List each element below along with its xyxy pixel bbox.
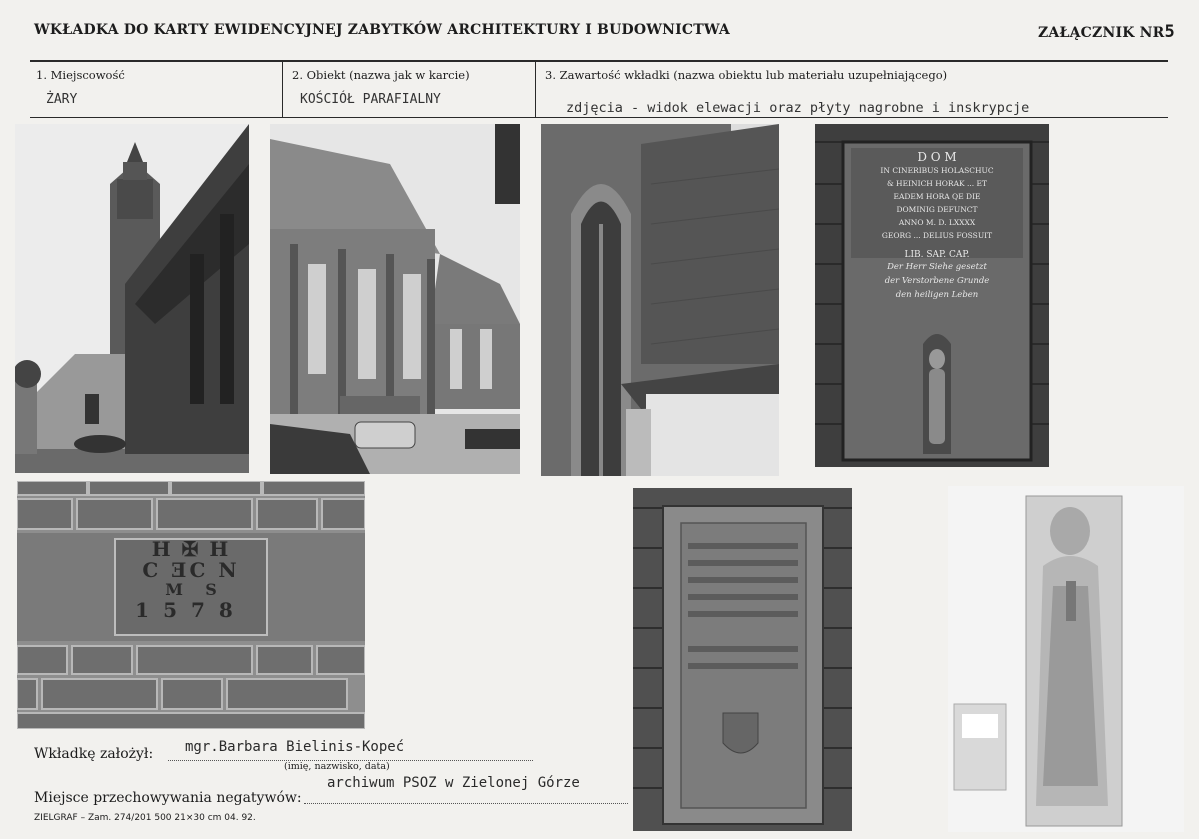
tomb-slab-top: D O M bbox=[917, 150, 957, 164]
field-divider-1 bbox=[282, 61, 283, 117]
tomb-slab-script: den heiligen Leben bbox=[895, 290, 979, 300]
plaque-letter-right: H bbox=[209, 537, 231, 561]
tomb-slab-line: DOMINIG DEFUNCT bbox=[896, 205, 978, 214]
photo-plaque-1578 bbox=[17, 481, 365, 729]
photo-tomb-slab bbox=[815, 124, 1049, 467]
photo-stone-slab bbox=[633, 488, 852, 831]
tomb-slab-script: der Verstorbene Grunde bbox=[884, 276, 990, 286]
founder-value: mgr.Barbara Bielinis-Kopeć bbox=[185, 739, 405, 755]
content-label: 3. Zawartość wkładki (nazwa obiektu lub materiału uzupełniającego) bbox=[545, 68, 948, 82]
object-label: 2. Obiekt (nazwa jak w karcie) bbox=[292, 68, 470, 82]
tomb-slab-line: ANNO M. D. LXXXX bbox=[898, 218, 976, 227]
attachment-number: 5 bbox=[1164, 22, 1175, 42]
tomb-slab-line: EADEM HORA QE DIE bbox=[893, 192, 981, 201]
tomb-slab-line: & HEINICH HORAK ... ET bbox=[887, 179, 987, 188]
plaque-line-3: M S bbox=[165, 580, 217, 599]
photo-church-tower bbox=[15, 124, 249, 473]
field-box-bottom-rule bbox=[30, 117, 1168, 118]
object-value: KOŚCIÓŁ PARAFIALNY bbox=[300, 92, 441, 107]
tomb-slab-line: IN CINERIBUS HOLASCHUC bbox=[880, 166, 994, 175]
founder-hint: (imię, nazwisko, data) bbox=[284, 761, 390, 772]
printer-imprint: ZIELGRAF – Zam. 274/201 500 21×30 cm 04. 92. bbox=[34, 813, 256, 823]
plaque-line-2: C ƎC N bbox=[142, 558, 240, 582]
tomb-slab-inscription bbox=[851, 150, 1023, 302]
tomb-slab-line: GEORG ... DELIUS FOSSUIT bbox=[881, 231, 993, 240]
form-title: WKŁADKA DO KARTY EWIDENCYJNEJ ZABYTKÓW ARCHITEKTURY I BUDOWNICTWA bbox=[34, 22, 730, 38]
plaque-letter-left: H bbox=[151, 537, 173, 561]
field-divider-2 bbox=[535, 61, 536, 117]
tomb-slab-script: Der Herr Siehe gesetzt bbox=[887, 262, 987, 272]
locality-value: ŻARY bbox=[46, 92, 78, 107]
founder-label: Wkładkę założył: bbox=[34, 746, 154, 762]
attachment-label bbox=[1038, 22, 1175, 42]
photo-carved-figure bbox=[948, 486, 1184, 832]
photo-church-elevation bbox=[270, 124, 520, 474]
tomb-slab-middle: LIB. SAP. CAP. bbox=[904, 250, 970, 260]
locality-label: 1. Miejscowość bbox=[36, 68, 125, 82]
photo-gothic-window bbox=[541, 124, 779, 476]
negatives-label: Miejsce przechowywania negatywów: bbox=[34, 790, 302, 806]
attachment-label-text: ZAŁĄCZNIK NR bbox=[1038, 25, 1165, 41]
content-value: zdjęcia - widok elewacji oraz płyty nagrobne i inskrypcje bbox=[566, 100, 1030, 116]
field-box-top-rule bbox=[30, 60, 1168, 62]
negatives-dotted-line bbox=[304, 803, 628, 804]
archive-value: archiwum PSOZ w Zielonej Górze bbox=[327, 775, 580, 791]
plaque-year: 1578 bbox=[135, 598, 247, 622]
plaque-inscription: H ✠ H C ƎC N M S 1578 bbox=[115, 539, 267, 635]
